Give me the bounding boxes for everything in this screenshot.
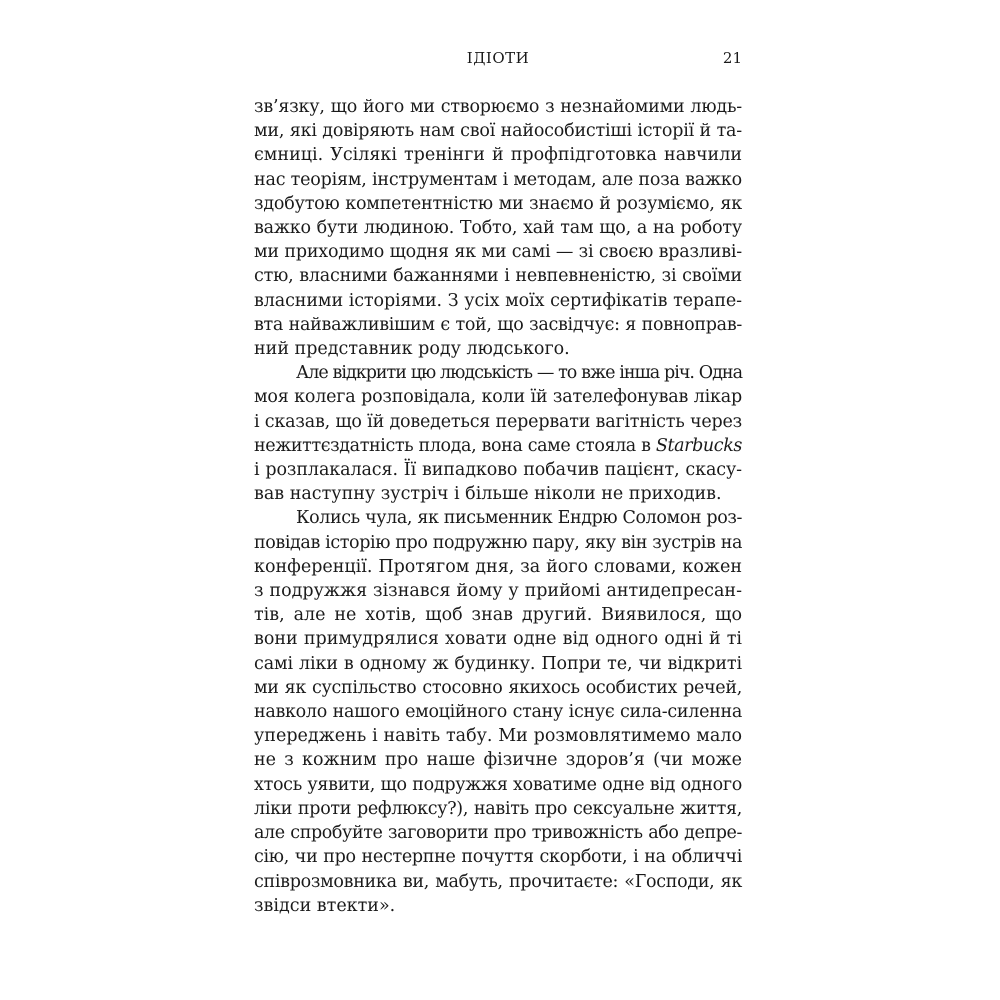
running-header <box>254 46 742 70</box>
paragraph-2 <box>254 361 742 506</box>
text-line: хтось уявити, що подружжя ховатиме одне від одного <box>254 774 742 795</box>
text-line: власними історіями. З усіх моїх сертифікатів терапе- <box>254 290 742 311</box>
text-line: Але відкрити цю людськість — то вже інша річ. Одна <box>296 363 742 384</box>
text-line: співрозмовника ви, мабуть, прочитаєте: «Господи, як <box>254 871 742 892</box>
text-line: вони примудрялися ховати одне від одного одні й ті <box>254 629 742 650</box>
text-line: повідав історію про подружню пару, яку він зустрів на <box>254 532 742 553</box>
text-line: звідси втекти». <box>254 895 396 916</box>
text-line: тів, але не хотів, щоб знав другий. Виявилося, що <box>254 605 742 626</box>
text-line: важко бути людиною. Тобто, хай там що, а на роботу <box>254 218 742 239</box>
paragraph-1 <box>254 95 742 361</box>
text-line: і сказав, що їй доведеться перервати вагітність через <box>254 411 742 432</box>
text-line: і розплакалася. Її випадково побачив пацієнт, скасу- <box>254 460 742 481</box>
text-line: з подружжя зізнався йому у прийомі антидепресан- <box>254 581 742 602</box>
text-line: стю, власними бажаннями і невпевненістю, зі своїми <box>254 266 742 287</box>
text-line: зв’язку, що його ми створюємо з незнайомими людь- <box>254 97 742 117</box>
text-line: сію, чи про нестерпне почуття скорботи, і на обличчі <box>254 847 742 868</box>
text-line: самі ліки в одному ж будинку. Попри те, чи відкриті <box>254 653 742 674</box>
text-line: навколо нашого емоційного стану існує сила-силенна <box>254 702 742 723</box>
text-line: нас теоріям, інструментам і методам, але поза важко <box>254 169 742 190</box>
text-line: не з кожним про наше фізичне здоров’я (чи може <box>254 750 742 771</box>
page-number: 21 <box>722 49 742 67</box>
body-text <box>254 95 742 918</box>
text-line: ми як суспільство стосовно якихось особистих речей, <box>254 677 742 698</box>
running-title: ІДІОТИ <box>466 49 530 67</box>
text-line: але спробуйте заговорити про тривожність або депре- <box>254 823 742 844</box>
text-line: ліки проти рефлюксу?), навіть про сексуальне життя, <box>254 798 742 819</box>
text-line: здобутою компетентністю ми знаємо й розуміємо, як <box>254 193 742 214</box>
italic-brand-name: Starbucks <box>655 435 742 456</box>
text-line: Колись чула, як письменник Ендрю Соломон роз- <box>296 508 742 529</box>
text-line: моя колега розповідала, коли їй зателефонував лікар <box>254 387 742 408</box>
text-line: ний представник роду людського. <box>254 339 570 360</box>
text-line: ми приходимо щодня як ми самі — зі своєю вразливі- <box>254 242 742 263</box>
text-line: упереджень і навіть табу. Ми розмовлятимемо мало <box>254 726 742 747</box>
text-line: вав наступну зустріч і більше ніколи не приходив. <box>254 484 722 505</box>
text-line-with-italic <box>254 434 742 458</box>
text-line: ми, які довіряють нам свої найособистіші історії й та- <box>254 121 742 142</box>
text-line: вта найважливішим є той, що засвідчує: я повноправ- <box>254 314 742 335</box>
text-line: конференції. Протягом дня, за його словами, кожен <box>254 556 742 577</box>
text-line: ємниці. Усілякі тренінги й профпідготовка навчили <box>254 145 742 166</box>
text-fragment: нежиттєздатність плода, вона саме стояла в <box>254 435 656 456</box>
paragraph-3 <box>254 506 742 917</box>
